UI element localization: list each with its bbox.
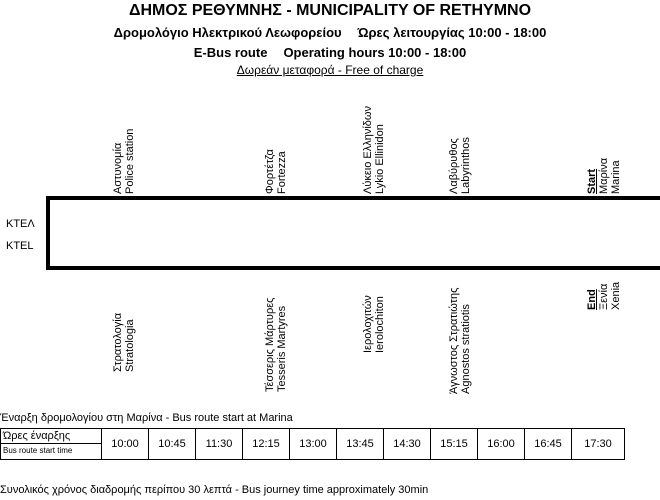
- stop-name-greek: Τέσσερις Μάρτυρες: [264, 297, 276, 392]
- stop-lykio-ellinidon: [362, 106, 386, 194]
- stop-name-english: Xenia: [610, 281, 622, 310]
- start-time-cell: 14:30: [384, 429, 431, 460]
- stop-name-greek: Μαρίνα: [598, 157, 610, 194]
- start-time-cell: 10:00: [102, 429, 149, 460]
- label-greek: Ώρες έναρξης: [1, 429, 101, 444]
- stop-ierolochiton: [362, 295, 386, 353]
- stop-name-english: Fortezza: [276, 151, 288, 194]
- stop-name-english: Marina: [610, 160, 622, 194]
- start-time-cell: 12:15: [243, 429, 290, 460]
- label-english: Bus route start time: [3, 446, 73, 455]
- stop-name-greek: Λύκειο Ελληνίδων: [362, 106, 374, 194]
- stop-name-greek: Αστυνομία: [112, 142, 124, 194]
- stop-police-station: [112, 129, 136, 194]
- start-time-cell: 13:45: [337, 429, 384, 460]
- route-line: [46, 196, 660, 270]
- start-time-cell: 10:45: [149, 429, 196, 460]
- free-of-charge-note: Δωρεάν μεταφορά - Free of charge: [236, 63, 424, 77]
- start-time-cell: 11:30: [196, 429, 243, 460]
- start-times-label: [1, 429, 102, 460]
- stop-stratologia: [112, 313, 136, 372]
- operating-hours-english: Operating hours 10:00 - 18:00: [283, 45, 467, 60]
- stop-marina: [586, 158, 622, 194]
- table-row: [1, 429, 625, 460]
- start-label: Start: [586, 168, 598, 194]
- stop-agnostos-stratiotis: [448, 288, 472, 394]
- route-info-english: [0, 45, 660, 60]
- terminal-label-english: KTEL: [6, 240, 34, 252]
- start-times-table: [0, 428, 625, 460]
- stop-name-english: Ierolochiton: [374, 296, 386, 353]
- stop-labyrinthos: [448, 137, 472, 194]
- page-title: ΔΗΜΟΣ ΡΕΘΥΜΝΗΣ - MUNICIPALITY OF RETHYMNO: [128, 2, 532, 19]
- start-time-cell: 17:30: [572, 429, 625, 460]
- start-time-cell: 16:00: [478, 429, 525, 460]
- terminal-label-greek: ΚΤΕΛ: [6, 218, 35, 230]
- stop-name-greek: Λαβύρυθος: [448, 138, 460, 194]
- stop-name-english: Lykio Ellinidon: [374, 124, 386, 194]
- end-label: End: [586, 289, 598, 310]
- stop-name-greek: Ιερολοχιτών: [362, 295, 374, 353]
- start-time-cell: 15:15: [431, 429, 478, 460]
- stop-name-greek: Στρατολογία: [112, 312, 124, 372]
- route-info-greek: [0, 25, 660, 40]
- journey-time-note: Συνολικός χρόνος διαδρομής περίπου 30 λεπτά - Bus journey time approximately 30min: [0, 484, 429, 496]
- route-name-english: E-Bus route: [193, 45, 268, 60]
- start-time-cell: 13:00: [290, 429, 337, 460]
- start-time-cell: 16:45: [525, 429, 572, 460]
- stop-name-greek: Ξενία: [598, 283, 610, 310]
- stop-fortezza: [264, 149, 288, 194]
- stop-name-greek: Φορτέτζα: [264, 149, 276, 194]
- stop-tesseris-martyres: [264, 298, 288, 392]
- stop-name-english: Police station: [124, 128, 136, 194]
- stop-xenia: [586, 282, 622, 310]
- schedule-intro: Έναρξη δρομολογίου στη Μαρίνα - Bus route start at Marina: [0, 412, 293, 424]
- stop-name-greek: Άγνωστος Στρατιώτης: [448, 287, 460, 394]
- route-name-greek: Δρομολόγιο Ηλεκτρικού Λεωφορείου: [113, 25, 342, 40]
- stop-name-english: Agnostos stratiotis: [460, 304, 472, 394]
- operating-hours-greek: Ώρες λειτουργίας 10:00 - 18:00: [357, 25, 547, 40]
- stop-name-english: Tesseris Martyres: [276, 305, 288, 392]
- stop-name-english: Stratologia: [124, 319, 136, 372]
- stop-name-english: Labyrinthos: [460, 137, 472, 194]
